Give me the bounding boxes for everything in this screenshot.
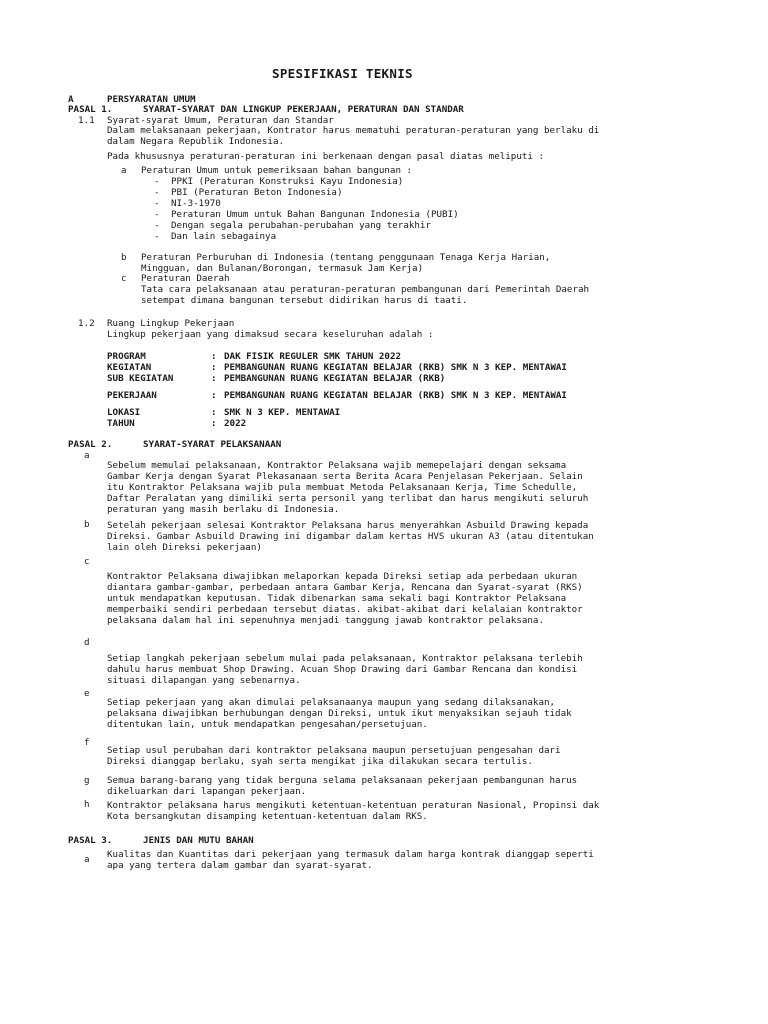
item-line: Direksi. Gambar Asbuild Drawing ini digambar dalam kertas HVS ukuran A3 (atau ditentukan [107,531,594,542]
info-colon: : [211,407,217,418]
pasal-1-number: PASAL 1. [68,104,113,115]
item-line: Setelah pekerjaan selesai Kontraktor Pelaksana harus menyerahkan Asbuild Drawing kepada [107,520,589,531]
info-value: PEMBANGUNAN RUANG KEGIATAN BELAJAR (RKB) SMK N 3 KEP. MENTAWAI [224,390,567,401]
info-value: PEMBANGUNAN RUANG KEGIATAN BELAJAR (RKB) [224,373,446,384]
info-colon: : [211,390,217,401]
item-letter: c [121,273,127,284]
item-heading: Peraturan Daerah [141,273,230,284]
item-line: peraturan yang masih berlaku di Indonesia. [107,504,340,515]
info-colon: : [211,373,217,384]
item-text [141,252,550,274]
item-line: Gambar Kerja dengan Syarat Plekasanaan serta Berita Acara Penjelasan Pekerjaan. Selain [107,471,583,482]
info-key: KEGIATAN [107,362,152,373]
item-line: lain oleh Direksi pekerjaan) [107,542,262,553]
paragraph: Pada khususnya peraturan-peraturan ini berkenaan dengan pasal diatas meliputi : [107,151,544,162]
info-row [107,351,607,362]
pasal-2-heading: SYARAT-SYARAT PELAKSANAAN [143,439,282,450]
list-item-text: PPKI (Peraturan Konstruksi Kayu Indonesia) [171,176,404,187]
info-row [107,362,607,373]
item-text: Peraturan Umum untuk pemeriksaan bahan bangunan : [141,165,413,176]
info-key: PEKERJAAN [107,390,157,401]
item-line: itu Kontraktor Pelaksana wajib pula membuat Metoda Pelaksanaan Kerja, Time Schedulle, [107,482,578,493]
item-line: setempat dimana bangunan tersebut didirikan harus di taati. [141,295,468,306]
item-line: Peraturan Perburuhan di Indonesia (tentang penggunaan Tenaga Kerja Harian, [141,252,551,263]
list-item-text: Dengan segala perubahan-perubahan yang terakhir [171,220,431,231]
item-text [107,697,572,730]
info-row [107,373,607,384]
list-item-text: Peraturan Umum untuk Bahan Bangunan Indonesia (PUBI) [171,209,459,220]
item-text [107,520,594,553]
info-key: TAHUN [107,418,135,429]
item-letter: a [84,854,90,865]
paragraph [107,125,599,147]
item-line: pelaksana diwajibkan berhubungan dengan Direksi, untuk ikut menyaksikan sejauh tidak [107,708,572,719]
info-value: DAK FISIK REGULER SMK TAHUN 2022 [224,351,402,362]
document-page: SPESIFIKASI TEKNIS A PERSYARATAN UMUM PASAL 1. SYARAT-SYARAT DAN LINGKUP PEKERJAAN, PERATURAN DAN STANDAR 1.1 Syarat-syarat Umum, Peraturan dan Standar Dalam melaksanaan pekerjaan, Kontrator harus mematuhi peraturan-peraturan yang berlaku di dalam Negara Republik Indonesia. Pada khususnya peraturan-peraturan ini berkenaan dengan pasal diatas meliputi : a Peraturan Umum untuk pemeriksaan bahan bangunan : - PPKI (Peraturan Konstruksi Kayu Indonesia) - PBI (Peraturan Beton Indonesia) - NI-3-1970 - Peraturan Umum untuk Bahan Bangunan Indonesia (PUBI) - Dengan segala perubahan-perubahan yang terakhir - Dan lain sebagainya b Peraturan Perburuhan di Indonesia (tentang penggunaan Tenaga Kerja Harian, Mingguan, dan Bulanan/Borongan, termasuk Jam Kerja) c Peraturan Daerah Tata cara pelaksanaan atau peraturan-peraturan pembangunan dari Pemerintah Daerah setempat dimana bangunan tersebut didirikan harus di taati. 1.2 Ruang Lingkup Pekerjaan Lingkup pekerjaan yang dimaksud secara keseluruhan adalah : PROGRAM : DAK FISIK REGULER SMK TAHUN 2022 KEGIATAN : PEMBANGUNAN RUANG KEGIATAN BELAJAR (RKB) SMK N 3 KEP. MENTAWAI SUB KEGIATAN : PEMBANGUNAN RUANG KEGIATAN BELAJAR (RKB) PEKERJAAN : PEMBANGUNAN RUANG KEGIATAN BELAJAR (RKB) SMK N 3 KEP. MENTAWAI LOKASI : SMK N 3 KEP. MENTAWAI TAHUN : 2022 PASAL 2. SYARAT-SYARAT PELAKSANAAN a Sebelum memulai pelaksanaan, Kontraktor Pelaksana wajib memepelajari dengan seksama Gambar Kerja dengan Syarat Plekasanaan serta Berita Acara Penjelasan Pekerjaan. Selain itu Kontraktor Pelaksana wajib pula membuat Metoda Pelaksanaan Kerja, Time Schedulle, Daftar Peralatan yang dimiliki serta personil yang terlibat dan harus mengikuti seluruh peraturan yang masih berlaku di Indonesia. b Setelah pekerjaan selesai Kontraktor Pelaksana harus menyerahkan Asbuild Drawing kepada Direksi. Gambar Asbuild Drawing ini digambar dalam kertas HVS ukuran A3 (atau ditentukan lain oleh Direksi pekerjaan) c Kontraktor Pelaksana diwajibkan melaporkan kepada Direksi setiap ada perbedaan ukuran diantara gambar-gambar, perbedaan antara Gambar Kerja, Rencana dan Syarat-syarat (RKS) untuk mendapatkan keputusan. Tidak dibenarkan sama sekali bagi Kontraktor Pelaksana memperbaiki sendiri perbedaan tersebut diatas. akibat-akibat dari kelalaian kontraktor pelaksana dalam hal ini sepenuhnya menjadi tanggung jawab kontraktor pelaksana. d Setiap langkah pekerjaan sebelum mulai pada pelaksanaan, Kontraktor pelaksana terlebih dahulu harus membuat Shop Drawing. Acuan Shop Drawing dari Gambar Rencana dan kondisi situasi dilapangan yang sebenarnya. e Setiap pekerjaan yang akan dimulai pelaksanaanya maupun yang sedang dilaksanakan, pelaksana diwajibkan berhubungan dengan Direksi, untuk ikut menyaksikan sejauh tidak ditentukan lain, untuk mendapatkan pengesahan/persetujuan. f Setiap usul perubahan dari kontraktor pelaksana maupun persetujuan pengesahan dari Direksi dianggap berlaku, syah serta mengikat jika dilakukan secara tertulis. g Semua barang-barang yang tidak berguna selama pelaksanaan pekerjaan pembangunan harus dikeluarkan dari lapangan pekerjaan. h Kontraktor pelaksana harus mengikuti ketentuan-ketentuan peraturan Nasional, Propinsi dak Kota bersangkutan disamping ketentuan-ketentuan dalam RKS. PASAL 3. JENIS DAN MUTU BAHAN a Kualitas dan Kuantitas dari pekerjaan yang termasuk dalam harga kontrak dianggap seperti apa yang tertera dalam gambar dan syarat-syarat. [0,0,768,1024]
item-letter: h [84,799,90,810]
item-line: Mingguan, dan Bulanan/Borongan, termasuk Jam Kerja) [141,263,424,274]
item-line: dahulu harus membuat Shop Drawing. Acuan Shop Drawing dari Gambar Rencana dan kondisi [107,664,578,675]
item-line: Semua barang-barang yang tidak berguna selama pelaksanaan pekerjaan pembangunan harus [107,775,578,786]
item-line: pelaksana dalam hal ini sepenuhnya menjadi tanggung jawab kontraktor pelaksana. [107,615,544,626]
item-letter: d [84,637,90,648]
item-line: untuk mendapatkan keputusan. Tidak dibenarkan sama sekali bagi Kontraktor Pelaksana [107,593,567,604]
project-info-table [107,351,607,384]
item-text [107,745,561,767]
item-line: Kontraktor Pelaksana diwajibkan melaporkan kepada Direksi setiap ada perbedaan ukuran [107,571,578,582]
subsection-1-2-number: 1.2 [78,318,95,329]
project-info-table [107,407,607,429]
list-item-text: NI-3-1970 [171,198,221,209]
info-row [107,407,607,418]
pasal-3-heading: JENIS DAN MUTU BAHAN [143,835,254,846]
info-row [107,418,607,429]
section-letter: A [68,94,74,105]
paragraph-line: dalam Negara Republik Indonesia. [107,136,285,147]
item-line: Setiap langkah pekerjaan sebelum mulai pada pelaksanaan, Kontraktor pelaksana terlebih [107,653,583,664]
item-text [107,571,583,626]
item-text [141,284,589,306]
item-line: situasi dilapangan yang sebenarnya. [107,675,301,686]
item-line: dikeluarkan dari lapangan pekerjaan. [107,786,307,797]
section-heading: PERSYARATAN UMUM [107,94,196,105]
item-letter: b [121,252,127,263]
pasal-2-number: PASAL 2. [68,439,113,450]
item-letter: b [84,519,90,530]
item-letter: g [84,775,90,786]
item-line: apa yang tertera dalam gambar dan syarat-syarat. [107,860,373,871]
paragraph: Lingkup pekerjaan yang dimaksud secara keseluruhan adalah : [107,329,434,340]
document-title: SPESIFIKASI TEKNIS [272,66,413,81]
info-value: 2022 [224,418,247,429]
subsection-1-2-heading: Ruang Lingkup Pekerjaan [107,318,235,329]
item-letter: c [84,556,90,567]
item-line: Setiap pekerjaan yang akan dimulai pelaksanaanya maupun yang sedang dilaksanakan, [107,697,556,708]
list-item-text: Dan lain sebagainya [171,231,277,242]
item-line: memperbaiki sendiri perbedaan tersebut diatas. akibat-akibat dari kelalaian kontraktor [107,604,583,615]
pasal-1-heading: SYARAT-SYARAT DAN LINGKUP PEKERJAAN, PERATURAN DAN STANDAR [143,104,464,115]
item-line: Kota bersangkutan disamping ketentuan-ketentuan dalam RKS. [107,811,428,822]
subsection-1-1-heading: Syarat-syarat Umum, Peraturan dan Standar [107,115,334,126]
info-colon: : [211,362,217,373]
item-text [107,460,588,515]
info-value: PEMBANGUNAN RUANG KEGIATAN BELAJAR (RKB) SMK N 3 KEP. MENTAWAI [224,362,567,373]
item-line: Tata cara pelaksanaan atau peraturan-peraturan pembangunan dari Pemerintah Daerah [141,284,590,295]
item-line: Sebelum memulai pelaksanaan, Kontraktor Pelaksana wajib memepelajari dengan seksama [107,460,567,471]
item-letter: a [84,450,90,461]
info-key: PROGRAM [107,351,146,362]
item-letter: a [121,165,127,176]
item-line: Direksi dianggap berlaku, syah serta mengikat jika dilakukan secara tertulis. [107,756,533,767]
info-colon: : [211,351,217,362]
info-value: SMK N 3 KEP. MENTAWAI [224,407,341,418]
item-line: ditentukan lain, untuk mendapatkan pengesahan/persetujuan. [107,719,428,730]
info-colon: : [211,418,217,429]
item-letter: e [84,688,90,699]
item-line: Setiap usul perubahan dari kontraktor pelaksana maupun persetujuan pengesahan dari [107,745,561,756]
item-line: diantara gambar-gambar, perbedaan antara Gambar Kerja, Rencana dan Syarat-syarat (RKS) [107,582,583,593]
item-text [107,775,577,797]
item-text [107,800,599,822]
item-text [107,849,594,871]
info-key: SUB KEGIATAN [107,373,174,384]
subsection-1-1-number: 1.1 [78,115,95,126]
info-row [107,390,607,401]
pasal-3-number: PASAL 3. [68,835,113,846]
list-item-text: PBI (Peraturan Beton Indonesia) [171,187,343,198]
item-letter: f [84,737,90,748]
item-line: Kontraktor pelaksana harus mengikuti ketentuan-ketentuan peraturan Nasional, Propinsi dak [107,800,600,811]
item-line: Daftar Peralatan yang dimiliki serta personil yang terlibat dan harus mengikuti seluruh [107,493,589,504]
item-line: Kualitas dan Kuantitas dari pekerjaan yang termasuk dalam harga kontrak dianggap seperti [107,849,594,860]
project-info-table [107,390,607,401]
paragraph-line: Dalam melaksanaan pekerjaan, Kontrator harus mematuhi peraturan-peraturan yang berlaku di [107,125,600,136]
info-key: LOKASI [107,407,141,418]
item-text [107,653,583,686]
